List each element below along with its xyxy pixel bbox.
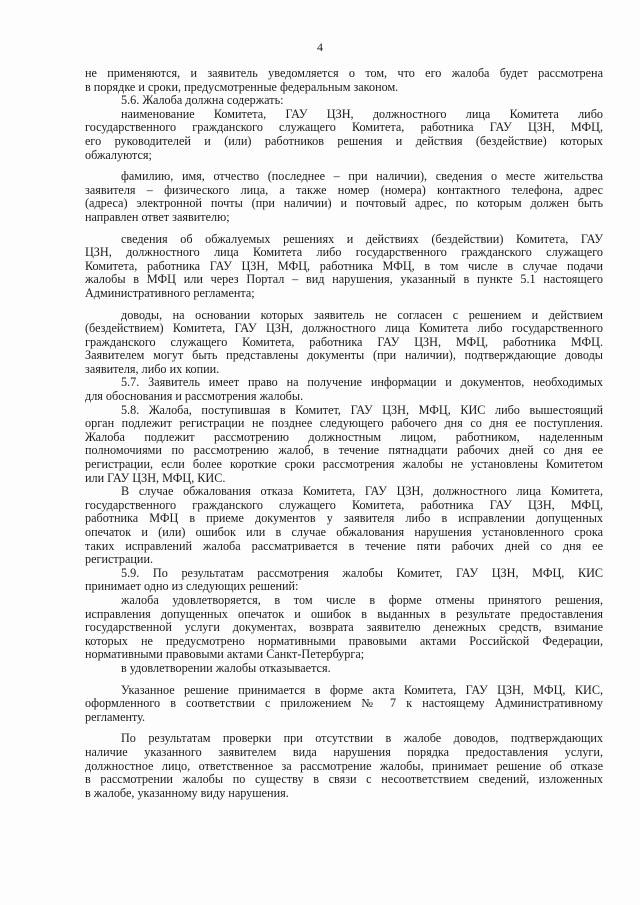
text-line: (адреса) электронной почты (при наличии) и почтовый адрес, по которым должен быть bbox=[85, 196, 603, 211]
text-line: обжалуются; bbox=[85, 147, 152, 162]
text-line: опечаток и (или) ошибок или в случае обжалования нарушения установленного срока bbox=[85, 525, 603, 539]
text-line: (бездействием) Комитета, ГАУ ЦЗН, должностного лица Комитета либо государственного bbox=[85, 321, 603, 336]
document-body bbox=[85, 67, 603, 800]
text-line: сведения об обжалуемых решениях и действиях (бездействии) Комитета, ГАУ bbox=[121, 231, 603, 246]
text-line: фамилию, имя, отчество (последнее – при наличии), сведения о месте жительства bbox=[121, 169, 603, 184]
text-line: или ГАУ ЦЗН, МФЦ, КИС. bbox=[85, 470, 226, 485]
paragraph bbox=[85, 233, 603, 301]
text-line: ЦЗН, должностного лица Комитета либо государственного гражданского служащего bbox=[85, 245, 603, 260]
paragraph bbox=[85, 485, 603, 567]
paragraph bbox=[85, 594, 603, 662]
text-line: 5.8. Жалоба, поступившая в Комитет, ГАУ ЦЗН, МФЦ, КИС либо вышестоящий bbox=[121, 402, 603, 417]
text-line: не применяются, и заявитель уведомляется о том, что его жалоба будет рассмотрена bbox=[85, 66, 603, 80]
text-line: в порядке и сроки, предусмотренные федеральным законом. bbox=[85, 79, 399, 94]
text-line: работника МФЦ в приеме документов у заявителя либо в исправлении допущенных bbox=[85, 511, 603, 526]
text-line: для обоснования и рассмотрения жалобы. bbox=[85, 389, 304, 404]
text-line: регистрации. bbox=[85, 552, 154, 567]
text-line: Заявителем могут быть представлены документы (при наличии), подтверждающие доводы bbox=[85, 348, 603, 363]
text-line: По результатам проверки при отсутствии в жалобе доводов, подтверждающих bbox=[121, 731, 603, 746]
text-line: 5.9. По результатам рассмотрения жалобы Комитет, ГАУ ЦЗН, МФЦ, КИС bbox=[121, 565, 603, 580]
text-line: гражданского служащего Комитета, работника ГАУ ЦЗН, МФЦ, работника МФЦ. bbox=[85, 334, 603, 349]
text-line: регистрации, если более короткие сроки рассмотрения жалобы не установлены Комитетом bbox=[85, 457, 603, 472]
text-line: в жалобе, указанному виду нарушения. bbox=[85, 785, 289, 800]
text-line: наименование Комитета, ГАУ ЦЗН, должностного лица Комитета либо bbox=[121, 106, 603, 121]
text-line: должностное лицо, ответственное за рассмотрение жалобы, принимает решение об отказе bbox=[85, 758, 603, 773]
text-line: 5.7. Заявитель имеет право на получение информации и документов, необходимых bbox=[121, 375, 603, 390]
paragraph bbox=[85, 662, 603, 676]
text-line: направлен ответ заявителю; bbox=[85, 209, 230, 224]
paragraph bbox=[85, 170, 603, 224]
paragraph bbox=[85, 684, 603, 725]
paragraph bbox=[85, 404, 603, 486]
text-line: заявителя, либо их копии. bbox=[85, 361, 220, 376]
text-line: 5.6. Жалоба должна содержать: bbox=[121, 93, 284, 108]
text-line: заявителя – физического лица, а также номер (номера) контактного телефона, адрес bbox=[85, 182, 603, 197]
paragraph bbox=[85, 67, 603, 94]
text-line: которых не предусмотрено нормативными правовыми актами Российской Федерации, bbox=[85, 633, 603, 648]
text-line: регламенту. bbox=[85, 709, 146, 724]
text-line: оформленного в соответствии с приложением № 7 к настоящему Административному bbox=[85, 696, 603, 711]
text-line: Жалоба подлежит рассмотрению должностным лицом, работником, наделенным bbox=[85, 429, 603, 444]
page-number: 4 bbox=[317, 40, 323, 54]
text-line: Указанное решение принимается в форме акта Комитета, ГАУ ЦЗН, МФЦ, КИС, bbox=[121, 682, 603, 697]
text-line: жалобы в МФЦ или через Портал – вид нарушения, указанный в пункте 5.1 настоящего bbox=[85, 272, 603, 287]
text-line: исправления допущенных опечаток и ошибок в выданных в результате предоставления bbox=[85, 606, 603, 621]
text-line: наличие указанного заявителем вида нарушения порядка предоставления услуги, bbox=[85, 744, 603, 759]
paragraph bbox=[85, 567, 603, 594]
text-line: государственного гражданского служащего Комитета, работника ГАУ ЦЗН, МФЦ, bbox=[85, 120, 603, 135]
text-line: государственной услуги документах, возврата заявителю денежных средств, взимание bbox=[85, 620, 603, 635]
paragraph bbox=[85, 94, 603, 108]
text-line: в удовлетворении жалобы отказывается. bbox=[121, 660, 331, 675]
text-line: государственного гражданского служащего Комитета, работника ГАУ ЦЗН, МФЦ, bbox=[85, 497, 603, 512]
paragraph bbox=[85, 732, 603, 800]
text-line: Комитета, работника ГАУ ЦЗН, МФЦ, работника МФЦ, в том числе в случае подачи bbox=[85, 258, 603, 273]
text-line: Административного регламента; bbox=[85, 285, 255, 300]
text-line: принимает одно из следующих решений: bbox=[85, 579, 299, 594]
text-line: доводы, на основании которых заявитель не согласен с решением и действием bbox=[121, 307, 603, 322]
paragraph bbox=[85, 376, 603, 403]
text-line: жалоба удовлетворяется, в том числе в форме отмены принятого решения, bbox=[121, 592, 603, 607]
text-line: В случае обжалования отказа Комитета, ГАУ ЦЗН, должностного лица Комитета, bbox=[121, 484, 603, 499]
paragraph bbox=[85, 108, 603, 162]
text-line: в рассмотрении жалобы по существу в связи с несоответствием сведений, изложенных bbox=[85, 772, 603, 787]
paragraph bbox=[85, 309, 603, 377]
text-line: полномочиями по рассмотрению жалоб, в течение пятнадцати рабочих дней со дня ее bbox=[85, 443, 603, 458]
text-line: нормативными правовыми актами Санкт-Петербурга; bbox=[85, 647, 365, 662]
text-line: таких исправлений жалоба рассматривается в течение пяти рабочих дней со дня ее bbox=[85, 538, 603, 553]
text-line: орган подлежит регистрации не позднее следующего рабочего дня со дня ее поступления. bbox=[85, 416, 603, 431]
text-line: его руководителей и (или) работников решения и действия (бездействие) которых bbox=[85, 133, 603, 148]
